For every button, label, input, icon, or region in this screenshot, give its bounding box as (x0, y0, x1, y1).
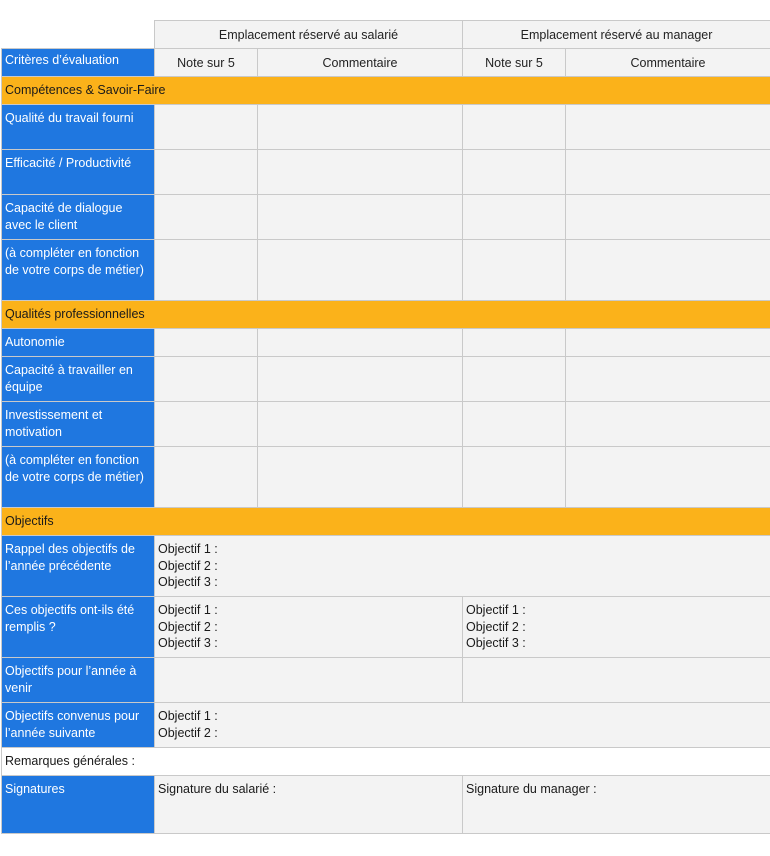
criterion-label: (à compléter en fonction de votre corps de métier) (2, 240, 155, 301)
general-remarks-field[interactable] (2, 748, 770, 776)
objectives-fulfilled-label: Ces objectifs ont-ils été remplis ? (2, 597, 155, 658)
manager-score-cell[interactable] (463, 402, 566, 447)
agreed-objectives-label: Objectifs convenus pour l’année suivante (2, 703, 155, 748)
objective-line: Objectif 3 : (158, 636, 218, 650)
manager-comment-cell[interactable] (566, 195, 770, 240)
employee-signature-field[interactable] (155, 776, 463, 834)
employee-score-cell[interactable] (155, 195, 258, 240)
employee-score-cell[interactable] (155, 402, 258, 447)
criterion-label: Capacité à travailler en équipe (2, 357, 155, 402)
criteria-header: Critères d’évaluation (2, 49, 155, 77)
objective-line: Objectif 2 : (158, 725, 218, 740)
manager-comment-cell[interactable] (566, 105, 770, 150)
criterion-label: (à compléter en fonction de votre corps de métier) (2, 447, 155, 508)
employee-score-cell[interactable] (155, 150, 258, 195)
objective-line: Objectif 3 : (158, 575, 218, 589)
manager-score-cell[interactable] (463, 105, 566, 150)
manager-comment-cell[interactable] (566, 357, 770, 402)
manager-score-cell[interactable] (463, 329, 566, 357)
employee-score-cell[interactable] (155, 329, 258, 357)
objective-line: Objectif 2 : (466, 619, 526, 634)
objective-line: Objectif 2 : (158, 619, 218, 634)
employee-score-header: Note sur 5 (155, 49, 258, 77)
manager-signature-label: Signature du manager : (466, 782, 597, 796)
objective-line: Objectif 1 : (466, 603, 526, 617)
objective-line: Objectif 3 : (466, 636, 526, 650)
section-title-qualities: Qualités professionnelles (2, 301, 770, 329)
employee-comment-cell[interactable] (258, 447, 463, 508)
corner-blank (2, 21, 155, 49)
previous-objectives-label: Rappel des objectifs de l’année précédente (2, 536, 155, 597)
employee-fulfilled-field[interactable] (155, 597, 463, 658)
manager-comment-cell[interactable] (566, 240, 770, 301)
manager-score-cell[interactable] (463, 195, 566, 240)
manager-comment-cell[interactable] (566, 447, 770, 508)
employee-comment-cell[interactable] (258, 240, 463, 301)
manager-comment-cell[interactable] (566, 402, 770, 447)
criterion-label: Investissement et motivation (2, 402, 155, 447)
manager-zone-header: Emplacement réservé au manager (463, 21, 770, 49)
employee-comment-cell[interactable] (258, 329, 463, 357)
employee-comment-header: Commentaire (258, 49, 463, 77)
manager-score-cell[interactable] (463, 150, 566, 195)
section-title-objectives: Objectifs (2, 508, 770, 536)
manager-score-cell[interactable] (463, 447, 566, 508)
agreed-objectives-field[interactable] (155, 703, 770, 748)
objective-line: Objectif 1 : (158, 542, 218, 556)
criterion-label: Capacité de dialogue avec le client (2, 195, 155, 240)
employee-score-cell[interactable] (155, 240, 258, 301)
upcoming-objectives-label: Objectifs pour l’année à venir (2, 658, 155, 703)
objective-line: Objectif 2 : (158, 558, 218, 573)
evaluation-form-table (1, 20, 770, 834)
employee-zone-header: Emplacement réservé au salarié (155, 21, 463, 49)
objective-line: Objectif 1 : (158, 603, 218, 617)
employee-upcoming-field[interactable] (155, 658, 463, 703)
general-remarks-label: Remarques générales : (5, 754, 135, 768)
employee-comment-cell[interactable] (258, 357, 463, 402)
signatures-label: Signatures (2, 776, 155, 834)
employee-score-cell[interactable] (155, 105, 258, 150)
criterion-label: Autonomie (2, 329, 155, 357)
employee-comment-cell[interactable] (258, 195, 463, 240)
manager-signature-field[interactable] (463, 776, 770, 834)
manager-comment-cell[interactable] (566, 150, 770, 195)
manager-upcoming-field[interactable] (463, 658, 770, 703)
employee-score-cell[interactable] (155, 447, 258, 508)
employee-comment-cell[interactable] (258, 150, 463, 195)
employee-score-cell[interactable] (155, 357, 258, 402)
manager-score-cell[interactable] (463, 240, 566, 301)
previous-objectives-field[interactable] (155, 536, 770, 597)
manager-score-header: Note sur 5 (463, 49, 566, 77)
employee-signature-label: Signature du salarié : (158, 782, 277, 796)
manager-comment-header: Commentaire (566, 49, 770, 77)
section-title-skills: Compétences & Savoir-Faire (2, 77, 770, 105)
criterion-label: Qualité du travail fourni (2, 105, 155, 150)
employee-comment-cell[interactable] (258, 402, 463, 447)
manager-fulfilled-field[interactable] (463, 597, 770, 658)
criterion-label: Efficacité / Productivité (2, 150, 155, 195)
objective-line: Objectif 1 : (158, 709, 218, 723)
manager-comment-cell[interactable] (566, 329, 770, 357)
employee-comment-cell[interactable] (258, 105, 463, 150)
manager-score-cell[interactable] (463, 357, 566, 402)
